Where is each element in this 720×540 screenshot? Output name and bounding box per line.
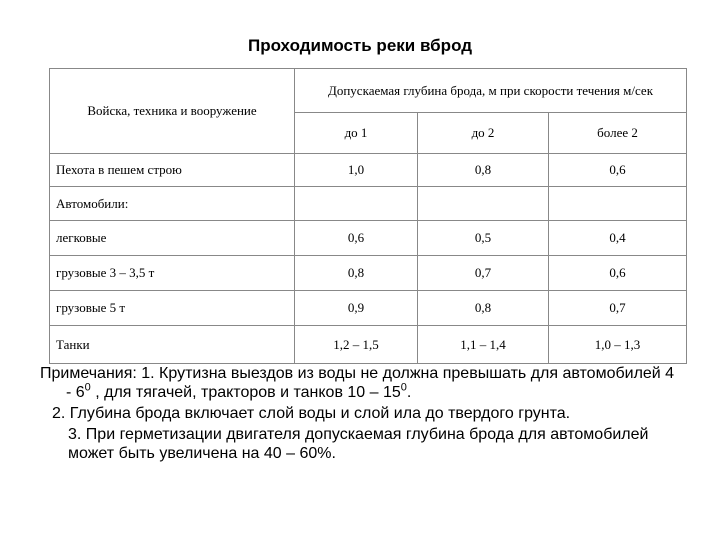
cell-value: 0,5 xyxy=(418,221,549,256)
table-row xyxy=(50,256,687,291)
cell-value xyxy=(418,187,549,221)
cell-value: 0,6 xyxy=(549,256,687,291)
note-3: 3. При герметизации двигателя допускаемая глубина брода для автомобилей может быть увеличена на 40 – 60%. xyxy=(68,426,649,462)
cell-value: 0,9 xyxy=(295,291,418,326)
header-troops-equipment: Войска, техника и вооружение xyxy=(50,69,295,154)
row-label: грузовые 5 т xyxy=(50,291,295,326)
table-row xyxy=(50,154,687,187)
row-label: легковые xyxy=(50,221,295,256)
table-row xyxy=(50,221,687,256)
header-speed-2: до 2 xyxy=(418,113,549,154)
row-label: Пехота в пешем строю xyxy=(50,154,295,187)
header-speed-1: до 1 xyxy=(295,113,418,154)
cell-value: 0,4 xyxy=(549,221,687,256)
cell-value: 1,0 – 1,3 xyxy=(549,326,687,364)
cell-value: 0,8 xyxy=(418,154,549,187)
cell-value: 1,0 xyxy=(295,154,418,187)
header-allowed-depth: Допускаемая глубина брода, м при скорости течения м/сек xyxy=(295,69,687,113)
row-label: Танки xyxy=(50,326,295,364)
cell-value: 0,6 xyxy=(549,154,687,187)
page-title: Проходимость реки вброд xyxy=(247,36,473,55)
cell-value: 0,7 xyxy=(418,256,549,291)
note-2: 2. Глубина брода включает слой воды и слой ила до твердого грунта. xyxy=(52,405,571,422)
table-row xyxy=(50,187,687,221)
cell-value: 0,7 xyxy=(549,291,687,326)
table-row xyxy=(50,291,687,326)
note-1: Примечания: 1. Крутизна выездов из воды не должна превышать для автомобилей $4 - 6^0$ , для тягачей, тракторов и танков $10 - 15^0$. xyxy=(40,365,675,401)
cell-value: 0,8 xyxy=(295,256,418,291)
cell-value: 1,1 – 1,4 xyxy=(418,326,549,364)
cell-value xyxy=(549,187,687,221)
fording-depth-table xyxy=(49,68,687,364)
row-label: грузовые 3 – 3,5 т xyxy=(50,256,295,291)
cell-value xyxy=(295,187,418,221)
row-label: Автомобили: xyxy=(50,187,295,221)
notes-heading: Примечания xyxy=(40,365,133,382)
notes-block xyxy=(40,364,680,463)
cell-value: 0,8 xyxy=(418,291,549,326)
table-row xyxy=(50,326,687,364)
header-speed-3: более 2 xyxy=(549,113,687,154)
cell-value: 0,6 xyxy=(295,221,418,256)
cell-value: 1,2 – 1,5 xyxy=(295,326,418,364)
